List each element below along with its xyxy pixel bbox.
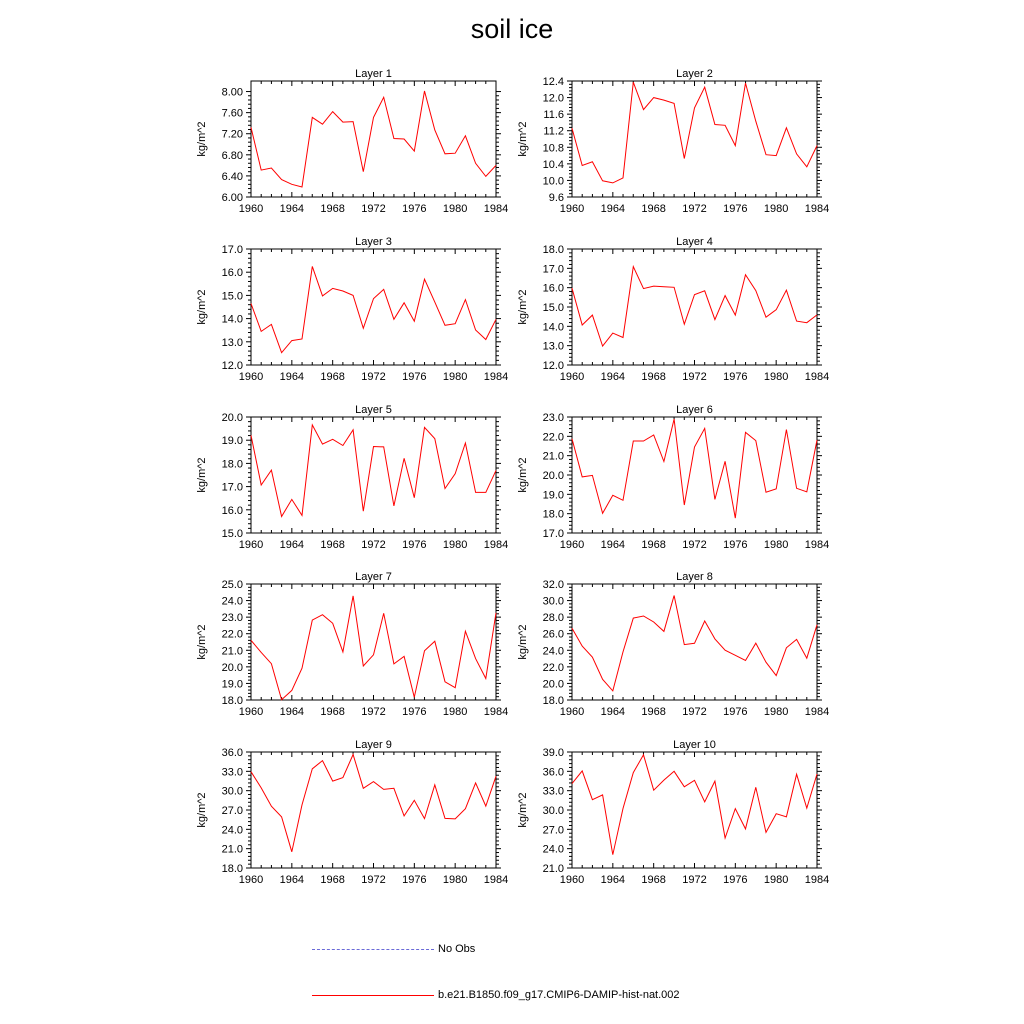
y-tick-label: 6.40 [221,170,243,183]
y-tick-label: 33.0 [221,766,243,779]
x-tick-label: 1972 [361,539,386,551]
x-tick-label: 1976 [723,706,748,718]
y-tick-label: 30.0 [221,785,243,798]
y-tick-label: 12.0 [542,360,564,372]
x-tick-label: 1972 [682,203,707,215]
legend-swatch-dashed [312,949,434,950]
chart-panel-layer-10 [517,739,829,886]
y-tick-label: 20.0 [542,470,564,482]
chart-panel-layer-9 [196,739,508,886]
y-tick-label: 14.0 [221,313,243,326]
legend-label: b.e21.B1850.f09_g17.CMIP6-DAMIP-hist-nat.002 [438,989,680,1001]
y-tick-label: 7.60 [221,107,243,120]
x-tick-label: 1972 [361,371,386,383]
x-tick-label: 1984 [804,874,830,886]
series-line [251,425,496,517]
x-tick-label: 1960 [559,874,585,886]
plot-frame [251,584,496,700]
y-tick-label: 36.0 [542,766,564,779]
y-tick-label: 17.0 [221,244,243,256]
x-tick-label: 1960 [559,203,585,215]
x-tick-label: 1976 [402,539,427,551]
y-axis-label: kg/m^2 [196,289,208,325]
x-tick-label: 1968 [641,539,666,551]
y-axis-label: kg/m^2 [196,792,208,828]
series-line [572,755,817,855]
x-tick-label: 1964 [279,203,305,215]
x-tick-label: 1960 [238,203,264,215]
y-tick-label: 32.0 [542,579,564,591]
panel-title: Layer 2 [676,68,713,80]
x-tick-label: 1976 [402,874,427,886]
y-tick-label: 7.20 [221,128,243,141]
x-tick-label: 1976 [402,371,427,383]
legend-item-model-run [312,989,732,1003]
panel-title: Layer 10 [673,739,716,751]
y-tick-label: 27.0 [221,805,243,817]
y-tick-label: 30.0 [542,595,564,608]
y-tick-label: 18.0 [221,695,243,707]
chart-panel-layer-1 [196,68,508,215]
x-tick-label: 1968 [641,706,666,718]
series-line [572,596,817,691]
y-tick-label: 22.0 [221,628,243,641]
x-tick-label: 1976 [402,203,427,215]
x-tick-label: 1976 [723,874,748,886]
x-tick-label: 1980 [442,371,468,383]
chart-panel-layer-5 [196,404,508,551]
x-tick-label: 1984 [804,203,830,215]
x-tick-label: 1984 [804,706,830,718]
y-tick-label: 18.0 [542,695,564,707]
y-tick-label: 20.0 [221,661,243,674]
x-tick-label: 1980 [763,706,789,718]
y-tick-label: 24.0 [542,645,564,658]
panel-title: Layer 8 [676,571,713,583]
y-tick-label: 36.0 [221,747,243,759]
x-tick-label: 1976 [402,706,427,718]
y-tick-label: 8.00 [221,86,243,99]
x-tick-label: 1968 [641,203,666,215]
chart-panel-layer-7 [196,571,508,718]
plot-frame [572,584,817,700]
x-tick-label: 1964 [279,539,305,551]
chart-panel-layer-4 [517,236,829,383]
y-tick-label: 16.0 [221,267,243,280]
x-tick-label: 1964 [600,371,626,383]
x-tick-label: 1968 [641,874,666,886]
y-tick-label: 10.8 [542,142,564,155]
y-tick-label: 23.0 [542,412,564,424]
x-tick-label: 1972 [682,371,707,383]
y-tick-label: 19.0 [221,678,243,691]
series-line [251,266,496,352]
x-tick-label: 1964 [279,371,305,383]
panel-title: Layer 5 [355,404,392,416]
x-tick-label: 1984 [483,371,509,383]
x-tick-label: 1972 [682,874,707,886]
y-tick-label: 26.0 [542,628,564,641]
y-tick-label: 33.0 [542,785,564,798]
series-line [572,267,817,347]
y-tick-label: 18.0 [221,458,243,471]
y-tick-label: 20.0 [542,678,564,691]
x-tick-label: 1980 [442,203,468,215]
y-tick-label: 21.0 [221,843,243,856]
y-tick-label: 25.0 [221,579,243,591]
y-tick-label: 18.0 [221,863,243,875]
x-tick-label: 1968 [320,539,345,551]
plot-frame [572,752,817,868]
y-tick-label: 11.6 [543,109,564,122]
y-tick-label: 22.0 [542,661,564,674]
plot-frame [572,249,817,365]
x-tick-label: 1976 [723,203,748,215]
y-tick-label: 10.0 [542,175,564,188]
x-tick-label: 1984 [483,203,509,215]
y-tick-label: 13.0 [221,336,243,349]
y-axis-label: kg/m^2 [517,121,529,157]
x-tick-label: 1964 [600,874,626,886]
series-line [572,419,817,518]
y-tick-label: 15.0 [542,302,564,314]
x-tick-label: 1968 [320,371,345,383]
panel-title: Layer 1 [355,68,392,80]
x-tick-label: 1960 [238,706,264,718]
panel-title: Layer 9 [355,739,392,751]
x-tick-label: 1964 [600,539,626,551]
y-tick-label: 13.0 [542,340,564,353]
y-tick-label: 30.0 [542,805,564,817]
panel-title: Layer 6 [676,404,713,416]
y-tick-label: 6.80 [221,149,243,162]
x-tick-label: 1972 [682,706,707,718]
x-tick-label: 1960 [238,371,264,383]
y-tick-label: 12.0 [221,360,243,372]
y-tick-label: 39.0 [542,747,564,759]
x-tick-label: 1972 [361,706,386,718]
y-tick-label: 6.00 [221,192,243,204]
series-line [251,755,496,852]
y-tick-label: 12.0 [542,92,564,105]
legend-item-no-obs [312,943,612,957]
x-tick-label: 1964 [279,706,305,718]
x-tick-label: 1980 [763,539,789,551]
y-tick-label: 15.0 [221,528,243,540]
plot-frame [251,417,496,533]
y-tick-label: 18.0 [542,244,564,256]
y-tick-label: 17.0 [221,481,243,494]
y-tick-label: 24.0 [221,824,243,837]
x-tick-label: 1968 [320,706,345,718]
y-tick-label: 9.6 [548,192,564,204]
y-tick-label: 11.2 [543,125,564,138]
chart-panel-layer-2 [517,68,829,215]
legend-swatch-solid [312,995,434,996]
x-tick-label: 1968 [641,371,666,383]
y-tick-label: 17.0 [542,528,564,540]
panel-title: Layer 7 [355,571,392,583]
x-tick-label: 1980 [763,371,789,383]
x-tick-label: 1960 [559,706,585,718]
x-tick-label: 1980 [442,706,468,718]
series-line [251,91,496,187]
y-tick-label: 10.4 [542,158,564,171]
x-tick-label: 1960 [238,874,264,886]
plot-frame [572,81,817,197]
y-axis-label: kg/m^2 [196,624,208,660]
x-tick-label: 1984 [804,371,830,383]
x-tick-label: 1960 [238,539,264,551]
y-tick-label: 24.0 [542,843,564,856]
x-tick-label: 1964 [600,706,626,718]
x-tick-label: 1968 [320,874,345,886]
x-tick-label: 1960 [559,371,585,383]
y-tick-label: 16.0 [542,282,564,295]
y-tick-label: 16.0 [221,504,243,517]
x-tick-label: 1960 [559,539,585,551]
y-tick-label: 15.0 [221,290,243,303]
x-tick-label: 1984 [483,874,509,886]
y-tick-label: 24.0 [221,595,243,608]
x-tick-label: 1976 [723,371,748,383]
chart-panel-layer-6 [517,404,829,551]
y-axis-label: kg/m^2 [196,457,208,493]
x-tick-label: 1980 [442,874,468,886]
y-tick-label: 20.0 [221,412,243,424]
y-tick-label: 19.0 [221,435,243,448]
y-tick-label: 19.0 [542,489,564,502]
y-tick-label: 21.0 [542,450,564,463]
x-tick-label: 1980 [763,874,789,886]
chart-panel-layer-3 [196,236,508,383]
x-tick-label: 1972 [361,874,386,886]
x-tick-label: 1972 [682,539,707,551]
y-tick-label: 21.0 [542,863,564,875]
y-tick-label: 27.0 [542,824,564,837]
y-tick-label: 18.0 [542,508,564,521]
y-tick-label: 28.0 [542,612,564,625]
y-tick-label: 22.0 [542,431,564,444]
plot-frame [251,249,496,365]
x-tick-label: 1984 [804,539,830,551]
panel-title: Layer 3 [355,236,392,248]
plot-frame [251,752,496,868]
y-tick-label: 21.0 [221,645,243,658]
x-tick-label: 1984 [483,706,509,718]
chart-panel-layer-8 [517,571,829,718]
x-tick-label: 1968 [320,203,345,215]
series-line [251,596,496,700]
x-tick-label: 1980 [442,539,468,551]
y-tick-label: 17.0 [542,263,564,276]
page-title: soil ice [470,14,554,44]
series-line [572,82,817,183]
x-tick-label: 1964 [279,874,305,886]
y-tick-label: 14.0 [542,321,564,334]
x-tick-label: 1980 [763,203,789,215]
legend-label: No Obs [438,943,476,955]
x-tick-label: 1972 [361,203,386,215]
y-axis-label: kg/m^2 [517,289,529,325]
y-axis-label: kg/m^2 [517,624,529,660]
plot-frame [572,417,817,533]
x-tick-label: 1984 [483,539,509,551]
y-tick-label: 23.0 [221,612,243,625]
y-tick-label: 12.4 [542,76,564,88]
x-tick-label: 1964 [600,203,626,215]
y-axis-label: kg/m^2 [196,121,208,157]
y-axis-label: kg/m^2 [517,792,529,828]
plot-frame [251,81,496,197]
y-axis-label: kg/m^2 [517,457,529,493]
panel-title: Layer 4 [676,236,713,248]
x-tick-label: 1976 [723,539,748,551]
